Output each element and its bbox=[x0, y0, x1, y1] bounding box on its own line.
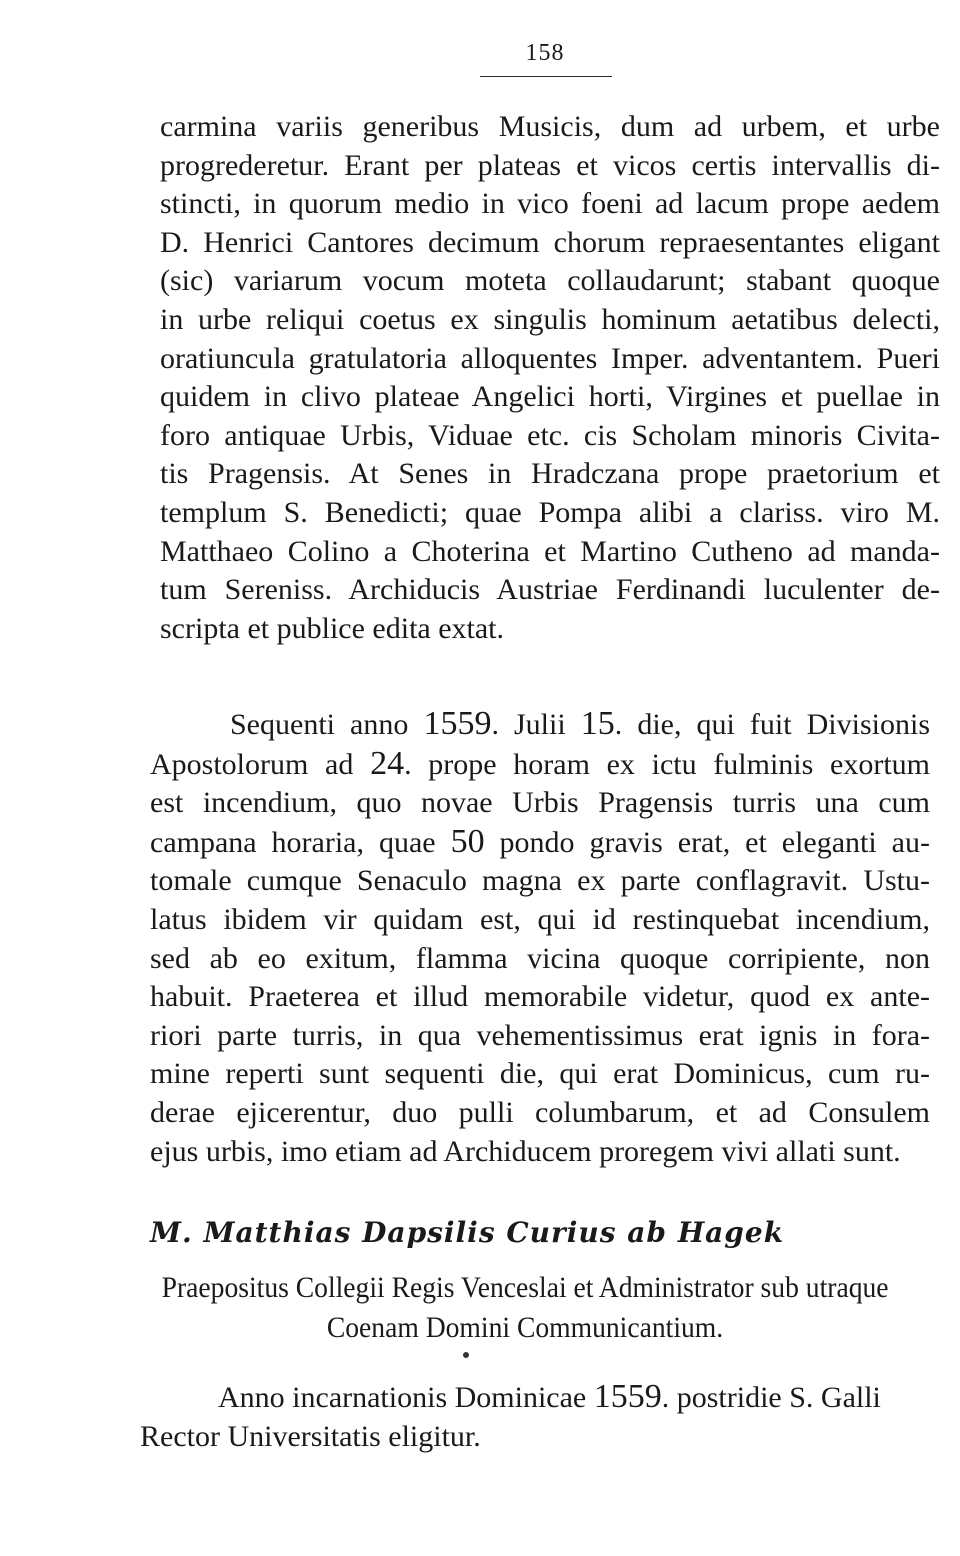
year-number: 1559 bbox=[593, 1378, 662, 1415]
paragraph-fire-1559 bbox=[150, 705, 930, 1171]
paragraph-procession bbox=[160, 108, 940, 648]
text-line: tis Pragensis. At Senes in Hradczana prope praetorium et bbox=[160, 457, 940, 491]
text-line: Rector Universitatis eligitur. bbox=[140, 1419, 481, 1453]
text-line: mine reperti sunt sequenti die, qui erat Dominicus, cum ru- bbox=[150, 1057, 930, 1091]
text-line bbox=[140, 1378, 920, 1418]
text-fragment: Sequenti anno bbox=[230, 708, 424, 741]
text-line: quidem in clivo plateae Angelici horti, Virgines et puellae in bbox=[160, 380, 940, 414]
text-fragment: Apostolorum ad bbox=[150, 747, 371, 781]
text-fragment: . Julii bbox=[491, 708, 581, 741]
text-line: est incendium, quo novae Urbis Pragensis turris una cum bbox=[150, 786, 930, 820]
text-line bbox=[150, 745, 930, 785]
year-number: 1559 bbox=[423, 705, 492, 742]
header-rule bbox=[480, 76, 612, 77]
text-line bbox=[150, 823, 930, 863]
text-line: habuit. Praeterea et illud memorabile videtur, quod ex ante- bbox=[150, 980, 930, 1014]
text-fragment: . die, qui fuit Divisionis bbox=[614, 708, 930, 741]
text-line: Matthaeo Colino a Choterina et Martino Cutheno ad manda- bbox=[160, 534, 940, 568]
heading-title-line: Praepositus Collegii Regis Venceslai et Administrator sub utraque bbox=[161, 1271, 889, 1304]
number: 24 bbox=[370, 744, 405, 782]
text-fragment: pondo gravis erat, et eleganti au- bbox=[484, 825, 930, 859]
heading-title-line: Coenam Domini Communicantium. bbox=[326, 1311, 724, 1344]
text-line: latus ibidem vir quidam est, qui id restinquebat incendium, bbox=[150, 902, 930, 936]
day-number: 15 bbox=[580, 705, 615, 742]
number: 50 bbox=[450, 822, 485, 860]
text-line: D. Henrici Cantores decimum chorum repraesentantes eligant bbox=[160, 225, 940, 259]
text-line: carmina variis generibus Musicis, dum ad urbem, et urbe bbox=[160, 110, 940, 143]
text-fragment: . prope horam ex ictu fulminis exortum bbox=[404, 747, 930, 781]
text-line: tomale cumque Senaculo magna ex parte conflagravit. Ustu- bbox=[150, 864, 930, 898]
text-line: foro antiquae Urbis, Viduae etc. cis Scholam minoris Civita- bbox=[160, 418, 940, 452]
text-line: derae ejicerentur, duo pulli columbarum, et ad Consulem bbox=[150, 1095, 930, 1129]
text-fragment: . postridie S. Galli bbox=[661, 1381, 881, 1414]
text-line: progrederetur. Erant per plateas et vicos certis intervallis di- bbox=[160, 148, 940, 182]
text-fragment: Anno incarnationis Dominicae bbox=[218, 1381, 594, 1414]
text-line: (sic) variarum vocum moteta collaudarunt; stabant quoque bbox=[160, 264, 940, 298]
paragraph-rector-election bbox=[140, 1378, 920, 1456]
text-line: templum S. Benedicti; quae Pompa alibi a clariss. viro M. bbox=[160, 495, 940, 529]
section-heading-title bbox=[162, 1268, 889, 1348]
text-line: oratiuncula gratulatoria alloquentes Imper. adventantem. Pueri bbox=[160, 341, 940, 375]
text-line: in urbe reliqui coetus ex singulis hominum aetatibus delecti, bbox=[160, 302, 940, 336]
text-line bbox=[150, 705, 930, 745]
text-line: scripta et publice edita extat. bbox=[160, 611, 505, 645]
text-line: tum Sereniss. Archiducis Austriae Ferdinandi luculenter de- bbox=[160, 573, 940, 607]
ornament-dot bbox=[463, 1352, 469, 1358]
text-line: ejus urbis, imo etiam ad Archiducem proregem vivi allati sunt. bbox=[150, 1134, 901, 1168]
text-line: stincti, in quorum medio in vico foeni ad lacum prope aedem bbox=[160, 187, 940, 221]
section-heading-name: M. Matthias Dapsilis Curius ab Hagek bbox=[150, 1216, 785, 1249]
text-fragment: campana horaria, quae bbox=[150, 825, 451, 859]
text-line: sed ab eo exitum, flamma vicina quoque corripiente, non bbox=[150, 941, 930, 975]
text-line: riori parte turris, in qua vehementissimus erat ignis in fora- bbox=[150, 1018, 930, 1052]
page-number: 158 bbox=[525, 40, 565, 66]
